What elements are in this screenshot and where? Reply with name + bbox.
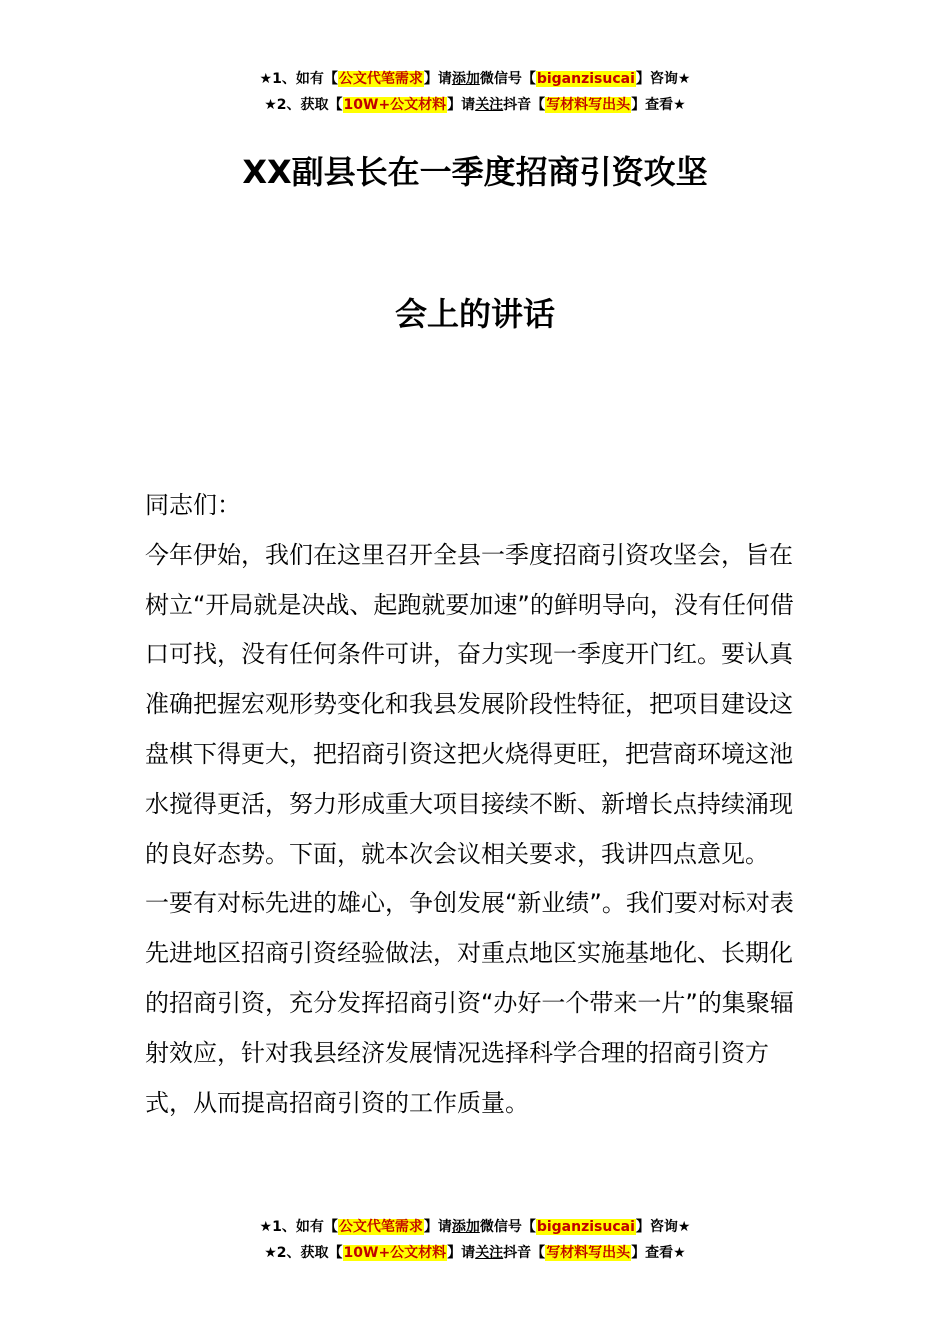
document-title-line-2: 会上的讲话 xyxy=(394,295,555,333)
banner-highlight: 公文代笔需求 xyxy=(338,1219,423,1235)
paragraph: 一要有对标先进的雄心，争创发展“新业绩”。我们要对标对表先进地区招商引资经验做法，对重点地区实施基地化、长期化的招商引资，充分发挥招商引资“办好一个带来一片”的集聚辐射效应，针对我县经济发展情况选择科学合理的招商引资方式，从而提高招商引资的工作质量。 xyxy=(145,889,794,1117)
banner-text: ★1、如有【 xyxy=(259,71,338,87)
banner-text: 】请 xyxy=(423,71,452,87)
banner-text: 抖音【 xyxy=(503,97,546,113)
banner-line-1 xyxy=(0,66,950,92)
banner-text: 】咨询★ xyxy=(635,71,691,87)
banner-text: 】查看★ xyxy=(631,1245,686,1261)
footer-banner xyxy=(0,1214,950,1266)
salutation: 同志们： xyxy=(145,491,241,519)
banner-highlight: 10W+公文材料 xyxy=(343,1245,447,1261)
banner-text: 抖音【 xyxy=(503,1245,546,1261)
banner-text: 】咨询★ xyxy=(635,1219,691,1235)
document-title-line-1: XX副县长在一季度招商引资攻坚 xyxy=(242,153,708,191)
banner-highlight: biganzisucai xyxy=(536,1219,635,1235)
banner-emphasis: 添加 xyxy=(451,71,480,87)
banner-highlight: 10W+公文材料 xyxy=(343,97,447,113)
header-banner xyxy=(0,66,950,118)
banner-line-1 xyxy=(0,1214,950,1240)
banner-text: 】请 xyxy=(447,1245,476,1261)
banner-emphasis: 关注 xyxy=(475,1245,504,1261)
banner-emphasis: 添加 xyxy=(451,1219,480,1235)
banner-highlight: 公文代笔需求 xyxy=(338,71,423,87)
banner-text: 微信号【 xyxy=(479,71,536,87)
paragraph: 今年伊始，我们在这里召开全县一季度招商引资攻坚会，旨在树立“开局就是决战、起跑就要加速”的鲜明导向，没有任何借口可找，没有任何条件可讲，奋力实现一季度开门红。要认真准确把握宏观形势变化和我县发展阶段性特征，把项目建设这盘棋下得更大，把招商引资这把火烧得更旺，把营商环境这池水搅得更活，努力形成重大项目接续不断、新增长点持续涌现的良好态势。下面，就本次会议相关要求，我讲四点意见。 xyxy=(145,540,794,868)
banner-text: 】请 xyxy=(447,97,476,113)
banner-highlight: 写材料写出头 xyxy=(546,1245,631,1261)
banner-line-2 xyxy=(0,92,950,118)
banner-text: 】查看★ xyxy=(631,97,686,113)
banner-text: 】请 xyxy=(423,1219,452,1235)
banner-text: 微信号【 xyxy=(479,1219,536,1235)
banner-highlight: 写材料写出头 xyxy=(546,97,631,113)
banner-highlight: biganzisucai xyxy=(536,71,635,87)
document-body xyxy=(145,481,810,1128)
banner-text: ★2、获取【 xyxy=(264,1245,343,1261)
banner-text: ★1、如有【 xyxy=(259,1219,338,1235)
banner-text: ★2、获取【 xyxy=(264,97,343,113)
banner-emphasis: 关注 xyxy=(475,97,504,113)
banner-line-2 xyxy=(0,1240,950,1266)
